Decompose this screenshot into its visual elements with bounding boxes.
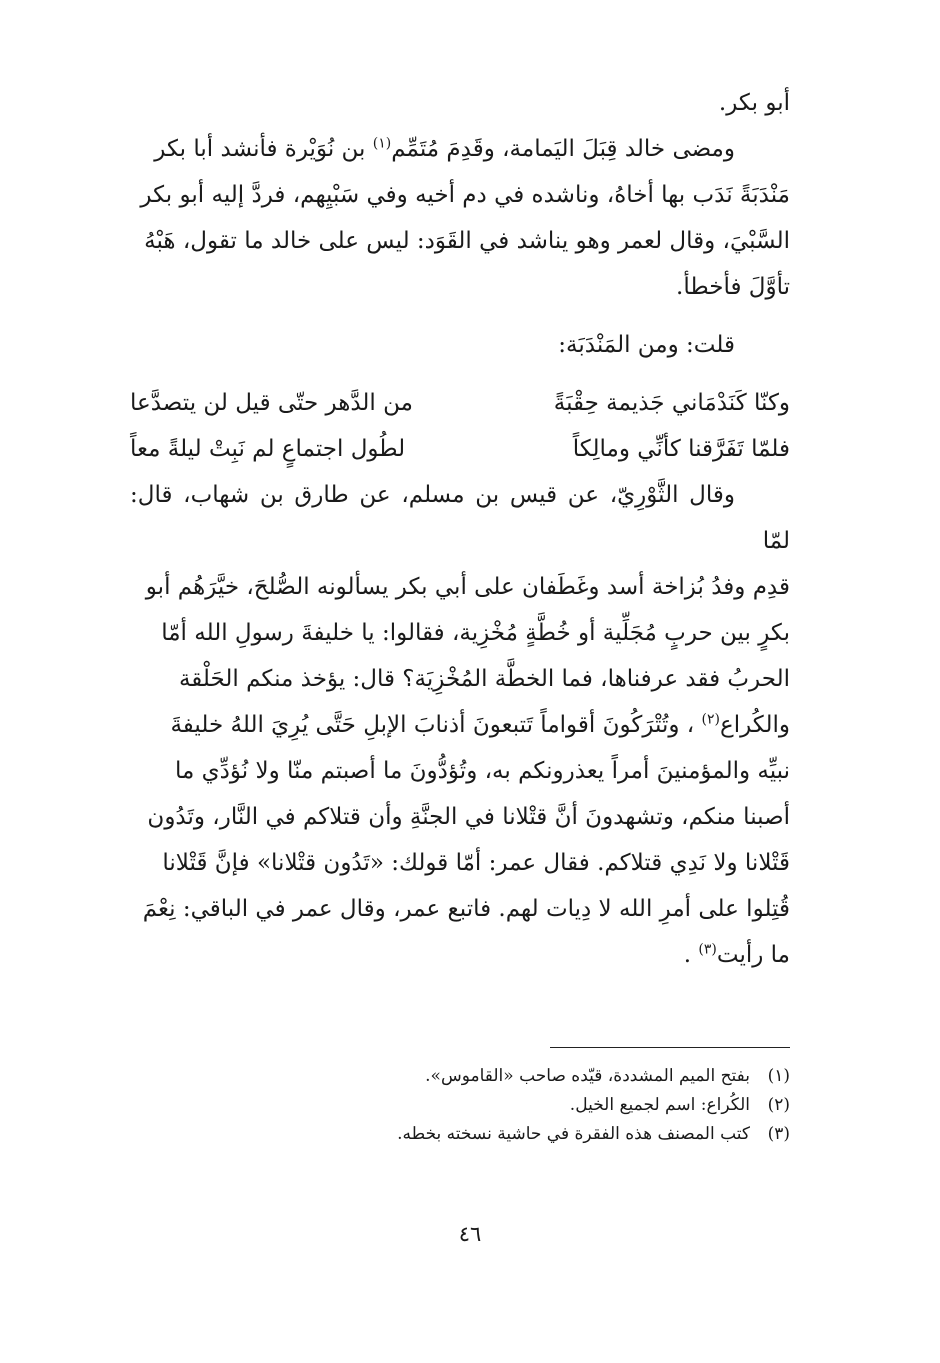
footnote-item (130, 1091, 790, 1120)
text-line (130, 702, 790, 748)
poem-verse-1 (130, 380, 790, 426)
footnote-item (130, 1062, 790, 1091)
text-line: أصبنا منكم، وتشهدونَ أنَّ قتْلانا في الجنَّةِ وأن قتلاكم في النَّار، وتَدُون (147, 804, 790, 830)
footnote-ref-2[interactable]: (٢) (701, 711, 720, 728)
text-line (130, 932, 790, 978)
text-line: قَتْلانا ولا نَدِي قتلاكم. فقال عمر: أمّا قولك: «تَدُون قتْلانا» فإنَّ قَتْلانا (162, 850, 790, 876)
text-line: قُتِلوا على أمرِ الله لا دِيات لهم. فاتبع عمر، وقال عمر في الباقي: نِعْمَ (142, 896, 790, 922)
text-segment: . (683, 942, 699, 968)
text-line: الحربُ فقد عرفناها، فما الخطَّة المُخْزِيَة؟ قال: يؤخذ منكم الحَلْقة (178, 666, 790, 692)
hemistich-second: لطُول اجتماعٍ لم نَبِتْ ليلةً معاً (130, 436, 406, 462)
text-line: مَنْدَبَةً نَدَب بها أخاهُ، وناشده في دم أخيه وفي سَبْيِهم، فردَّ إليه أبو بكر (140, 182, 790, 208)
hemistich-first: فلمّا تَفَرَّقنا كأنِّي ومالِكاً (572, 436, 790, 462)
text-line: السَّبْيَ، وقال لعمر وهو يناشد في القَوَد: ليس على خالد ما تقول، هَبْهُ (144, 228, 790, 254)
footnote-ref-3[interactable]: (٣) (698, 941, 717, 958)
footnote-divider (550, 1047, 790, 1048)
text-line: قلت: ومن المَنْدَبَة: (558, 332, 735, 358)
text-segment: ، وتُتْرَكُونَ أقواماً تَتبعونَ أذنابَ الإبلِ حَتَّى يُرِيَ اللهُ خليفةَ (170, 712, 702, 738)
text-line: بكرٍ بين حربٍ مُجَلِّية أو خُطَّةٍ مُخْزِية، فقالوا: يا خليفةَ رسولِ الله أمّا (161, 620, 790, 646)
footnote-item (130, 1120, 790, 1149)
text-segment: ومضى خالد قِبَلَ اليَمامة، وقَدِمَ مُتَمِّم (391, 136, 735, 162)
text-segment: بن نُوَيْرة فأنشد أبا بكر (154, 136, 373, 162)
page-number: ٤٦ (458, 1222, 482, 1246)
footnote-text: الكُراع: اسم لجميع الخيل. (569, 1095, 750, 1115)
text-line: تأوَّلَ فأخطأ. (676, 274, 790, 300)
hemistich-second: من الدَّهر حتّى قيل لن يتصدَّعا (130, 390, 413, 416)
text-segment: ما رأيت (716, 942, 790, 968)
footnote-ref-1[interactable]: (١) (372, 135, 392, 152)
main-text (130, 80, 790, 978)
hemistich-first: وكنّا كَنَدْمَاني جَذيمة حِقْبَةً (553, 390, 790, 416)
poem-verse-2 (130, 426, 790, 472)
text-segment: والكُراع (719, 712, 790, 738)
footnote-text: كتب المصنف هذه الفقرة في حاشية نسخته بخطه. (397, 1124, 750, 1144)
footnotes (130, 1062, 790, 1149)
text-line: نبيِّه والمؤمنينَ أمراً يعذرونكم به، وتُؤدُّونَ ما أصبتم منّا ولا نُؤدِّي ما (175, 758, 790, 784)
footnote-text: بفتح الميم المشددة، قيّده صاحب «القاموس». (425, 1066, 750, 1086)
footnote-number: (٣) (767, 1124, 790, 1144)
footnote-number: (٢) (767, 1095, 790, 1115)
text-line: أبو بكر. (718, 90, 790, 116)
footnote-number: (١) (767, 1066, 790, 1086)
text-line: وقال الثَّوْرِيّ، عن قيس بن مسلم، عن طارق بن شهاب، قال: لمّا (130, 482, 790, 554)
text-line (130, 126, 790, 172)
text-line: قدِم وفدُ بُزاخة أسد وغَطَفان على أبي بكر يسألونه الصُّلحَ، خيَّرَهُم أبو (145, 574, 790, 600)
